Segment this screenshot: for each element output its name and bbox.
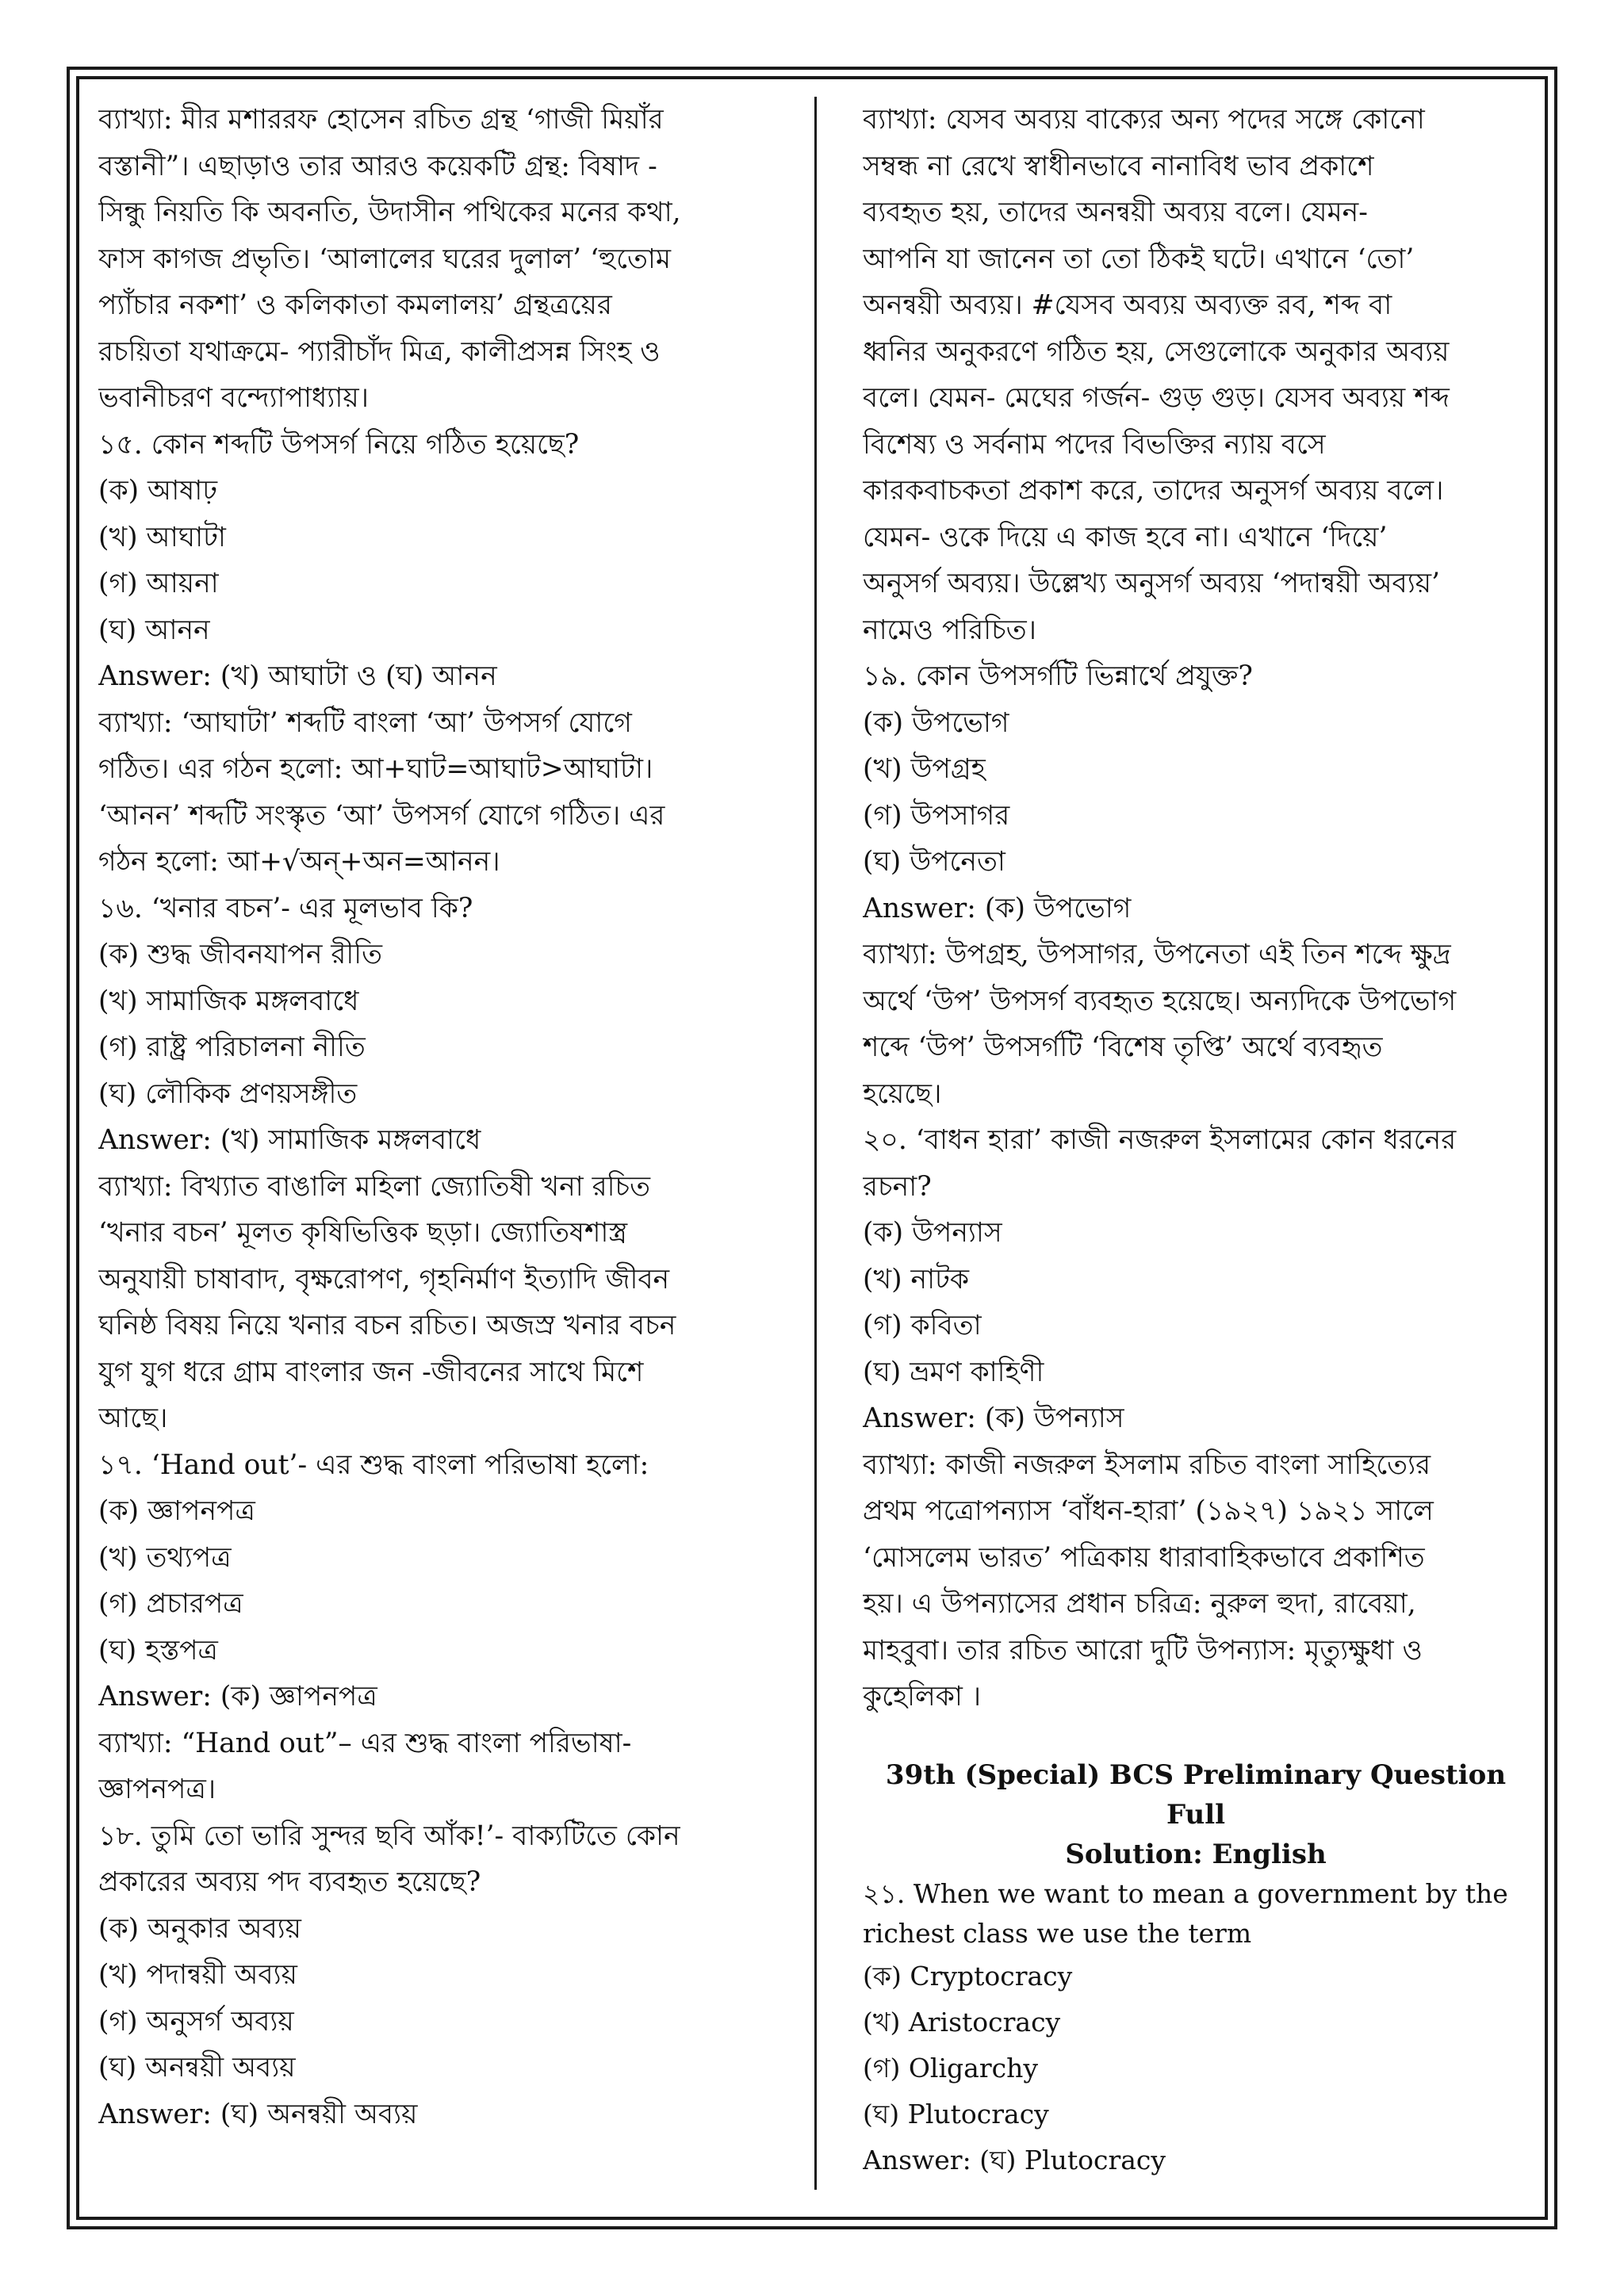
option-ka: (ক) শুদ্ধ জীবনযাপন রীতি [98, 939, 382, 970]
text-line: ব্যাখ্যা: ‘আঘাটা’ শব্দটি বাংলা ‘আ’ উপসর্গ যোগে [98, 706, 632, 739]
text-line: অনন্বয়ী অব্যয়। #যেসব অব্যয় অব্যক্ত রব, শব্দ বা [863, 289, 1392, 321]
answer-line [98, 1117, 795, 1164]
option-ka: (ক) অনুকার অব্যয় [98, 1912, 301, 1945]
answer-value: (খ) আঘাটা ও (ঘ) আনন [211, 660, 497, 692]
option-kha: (খ) উপগ্রহ [863, 753, 986, 785]
text-line: হয়। এ উপন্যাসের প্রধান চরিত্র: নুরুল হুদা, রাবেয়া, [863, 1588, 1416, 1620]
answer-line [863, 1395, 1529, 1442]
question-17 [98, 1442, 795, 1813]
text-line: ঘনিষ্ঠ বিষয় নিয়ে খনার বচন রচিত। অজস্র খনার বচন [98, 1310, 676, 1341]
question-16 [98, 886, 795, 1442]
text-line: প্রথম পত্রোপন্যাস ‘বাঁধন-হারা’ (১৯২৭) ১৯২১ সালে [863, 1495, 1434, 1527]
explanation-q18 [863, 97, 1529, 653]
question-text: ১৮. তুমি তো ভারি সুন্দর ছবি আঁক!’- বাক্যটিতে কোন [98, 1820, 680, 1852]
answer-label: Answer: [98, 1681, 212, 1712]
text-line: আছে। [98, 1402, 168, 1434]
answer-value: (ঘ) অনন্বয়ী অব্যয় [211, 2098, 418, 2130]
text-line: ফাস কাগজ প্রভৃতি। ‘আলালের ঘরের দুলাল’ ‘হুতোম [98, 243, 671, 275]
answer-line [98, 1674, 795, 1720]
left-column [98, 97, 795, 2137]
option-ga: (গ) আয়না [98, 568, 219, 599]
right-column [863, 97, 1529, 2183]
option-ga: (গ) প্রচারপত্র [98, 1588, 243, 1620]
text-line: ‘আনন’ শব্দটি সংস্কৃত ‘আ’ উপসর্গ যোগে গঠিত। এর [98, 799, 665, 832]
section-title-line: 39th (Special) BCS Preliminary Question Full [885, 1758, 1507, 1831]
option-ka: (ক) Cryptocracy [863, 1960, 1073, 1992]
option-kha: (খ) সামাজিক মঙ্গলবাধে [98, 985, 359, 1017]
answer-label: Answer: [863, 2144, 971, 2175]
option-ga: (গ) উপসাগর [863, 799, 1010, 832]
option-ga: (গ) রাষ্ট্র পরিচালনা নীতি [98, 1031, 366, 1063]
question-text: রচনা? [863, 1170, 932, 1203]
option-kha: (খ) Aristocracy [863, 2006, 1061, 2038]
text-line: কারকবাচকতা প্রকাশ করে, তাদের অনুসর্গ অব্যয় বলে। [863, 475, 1444, 507]
text-line: ভবানীচরণ বন্দ্যোপাধ্যায়। [98, 382, 369, 414]
option-gha: (ঘ) ভ্রমণ কাহিণী [863, 1356, 1044, 1388]
answer-line [98, 653, 795, 700]
text-line: জ্ঞাপনপত্র। [98, 1774, 216, 1805]
text-line: বলে। যেমন- মেঘের গর্জন- গুড় গুড়। যেসব অব্যয় শব্দ [863, 382, 1450, 414]
text-line: রচয়িতা যথাক্রমে- প্যারীচাঁদ মিত্র, কালীপ্রসন্ন সিংহ ও [98, 335, 661, 368]
text-line: যেমন- ওকে দিয়ে এ কাজ হবে না। এখানে ‘দিয়ে’ [863, 521, 1388, 553]
text-line: মাহবুবা। তার রচিত আরো দুটি উপন্যাস: মৃত্যুক্ষুধা ও [863, 1634, 1423, 1667]
text-line: হয়েছে। [863, 1077, 942, 1110]
text-line: অর্থে ‘উপ’ উপসর্গ ব্যবহৃত হয়েছে। অন্যদিকে উপভোগ [863, 985, 1457, 1017]
text-line: ব্যাখ্যা: যেসব অব্যয় বাক্যের অন্য পদের সঙ্গে কোনো [863, 104, 1425, 136]
question-text: ২০. ‘বাধন হারা’ কাজী নজরুল ইসলামের কোন ধরনের [863, 1124, 1457, 1156]
question-15 [98, 422, 795, 886]
question-text: richest class we use the term [863, 1917, 1252, 1949]
text-line: গঠন হলো: আ+√অন্+অন=আনন। [98, 846, 500, 878]
explanation-q14 [98, 97, 795, 422]
option-kha: (খ) আঘাটা [98, 521, 226, 553]
question-text: ২১. When we want to mean a government by the [863, 1877, 1508, 1909]
question-19 [863, 653, 1529, 1117]
option-ka: (ক) উপন্যাস [863, 1217, 1002, 1249]
option-ga: (গ) কবিতা [863, 1310, 982, 1341]
text-line: বিশেষ্য ও সর্বনাম পদের বিভক্তির ন্যায় বসে [863, 428, 1326, 461]
answer-line [863, 2137, 1529, 2183]
answer-value: (ক) উপভোগ [975, 892, 1132, 924]
question-text: ১৯. কোন উপসর্গটি ভিন্নার্থে প্রযুক্ত? [863, 660, 1253, 692]
answer-value: (ক) উপন্যাস [975, 1402, 1124, 1434]
text-line: বস্তানী”। এছাড়াও তার আরও কয়েকটি গ্রন্থ: বিষাদ - [98, 150, 657, 182]
text-line: যুগ যুগ ধরে গ্রাম বাংলার জন -জীবনের সাথে মিশে [98, 1356, 644, 1388]
text-line: ব্যবহৃত হয়, তাদের অনন্বয়ী অব্যয় বলে। যেমন- [863, 197, 1368, 228]
option-ga: (গ) Oligarchy [863, 2052, 1038, 2084]
text-line: ব্যাখ্যা: কাজী নজরুল ইসলাম রচিত বাংলা সাহিত্যের [863, 1448, 1431, 1481]
text-line: ব্যাখ্যা: “Hand out”– এর শুদ্ধ বাংলা পরিভাষা- [98, 1727, 632, 1759]
answer-value: (ঘ) Plutocracy [971, 2144, 1166, 2175]
option-gha: (ঘ) অনন্বয়ী অব্যয় [98, 2052, 296, 2084]
option-kha: (খ) তথ্যপত্র [98, 1541, 232, 1574]
answer-label: Answer: [863, 1402, 976, 1434]
option-ka: (ক) জ্ঞাপনপত্র [98, 1495, 255, 1527]
option-gha: (ঘ) লৌকিক প্রণয়সঙ্গীত [98, 1077, 358, 1110]
question-20 [863, 1117, 1529, 1720]
option-kha: (খ) পদান্বয়ী অব্যয় [98, 1959, 297, 1991]
text-line: ‘মোসলেম ভারত’ পত্রিকায় ধারাবাহিকভাবে প্রকাশিত [863, 1541, 1425, 1574]
question-21 [863, 1874, 1529, 2183]
text-line: অনুসর্গ অব্যয়। উল্লেখ্য অনুসর্গ অব্যয় ‘পদান্বয়ী অব্যয়’ [863, 568, 1441, 599]
question-text: ১৫. কোন শব্দটি উপসর্গ নিয়ে গঠিত হয়েছে? [98, 428, 580, 461]
column-divider [814, 97, 817, 2190]
question-18 [98, 1813, 795, 2138]
answer-value: (খ) সামাজিক মঙ্গলবাধে [211, 1124, 481, 1156]
answer-label: Answer: [98, 1124, 212, 1156]
text-line: ব্যাখ্যা: বিখ্যাত বাঙালি মহিলা জ্যোতিষী খনা রচিত [98, 1170, 651, 1203]
text-line: কুহেলিকা । [863, 1681, 982, 1712]
option-ka: (ক) উপভোগ [863, 706, 1009, 739]
option-ga: (গ) অনুসর্গ অব্যয় [98, 2005, 294, 2038]
text-line: আপনি যা জানেন তা তো ঠিকই ঘটে। এখানে ‘তো’ [863, 243, 1415, 275]
text-line: ব্যাখ্যা: উপগ্রহ, উপসাগর, উপনেতা এই তিন শব্দে ক্ষুদ্র [863, 939, 1451, 970]
section-title [863, 1755, 1529, 1874]
text-line: ‘খনার বচন’ মূলত কৃষিভিত্তিক ছড়া। জ্যোতিষশাস্ত্র [98, 1217, 628, 1249]
option-gha: (ঘ) উপনেতা [863, 846, 1005, 878]
answer-line [863, 886, 1529, 932]
text-line: সিন্ধু নিয়তি কি অবনতি, উদাসীন পথিকের মনের কথা, [98, 197, 681, 228]
answer-label: Answer: [98, 2098, 212, 2130]
option-kha: (খ) নাটক [863, 1263, 970, 1295]
section-title-line: Solution: English [1065, 1838, 1327, 1870]
text-line: ধ্বনির অনুকরণে গঠিত হয়, সেগুলোকে অনুকার অব্যয় [863, 335, 1450, 368]
text-line: গঠিত। এর গঠন হলো: আ+ঘাট=আঘাট>আঘাটা। [98, 753, 653, 785]
text-line: অনুযায়ী চাষাবাদ, বৃক্ষরোপণ, গৃহনির্মাণ ইত্যাদি জীবন [98, 1263, 670, 1295]
text-line: ব্যাখ্যা: মীর মশাররফ হোসেন রচিত গ্রন্থ ‘গাজী মিয়াঁর [98, 104, 664, 136]
question-text: ১৬. ‘খনার বচন’- এর মূলভাব কি? [98, 892, 473, 924]
option-gha: (ঘ) Plutocracy [863, 2098, 1049, 2130]
question-text: প্রকারের অব্যয় পদ ব্যবহৃত হয়েছে? [98, 1866, 481, 1898]
text-line: শব্দে ‘উপ’ উপসর্গটি ‘বিশেষ তৃপ্তি’ অর্থে ব্যবহৃত [863, 1031, 1383, 1063]
answer-value: (ক) জ্ঞাপনপত্র [211, 1681, 377, 1712]
text-line: প্যাঁচার নকশা’ ও কলিকাতা কমলালয়’ গ্রন্থত্রয়ের [98, 289, 612, 321]
answer-label: Answer: [863, 892, 976, 924]
option-gha: (ঘ) হস্তপত্র [98, 1634, 218, 1667]
text-line: সম্বন্ধ না রেখে স্বাধীনভাবে নানাবিধ ভাব প্রকাশে [863, 150, 1374, 182]
option-ka: (ক) আষাঢ় [98, 475, 218, 507]
option-gha: (ঘ) আনন [98, 614, 210, 646]
question-text: ১৭. ‘Hand out’- এর শুদ্ধ বাংলা পরিভাষা হলো: [98, 1448, 649, 1481]
text-line: নামেও পরিচিত। [863, 614, 1036, 646]
answer-label: Answer: [98, 660, 212, 692]
answer-line [98, 2091, 795, 2138]
